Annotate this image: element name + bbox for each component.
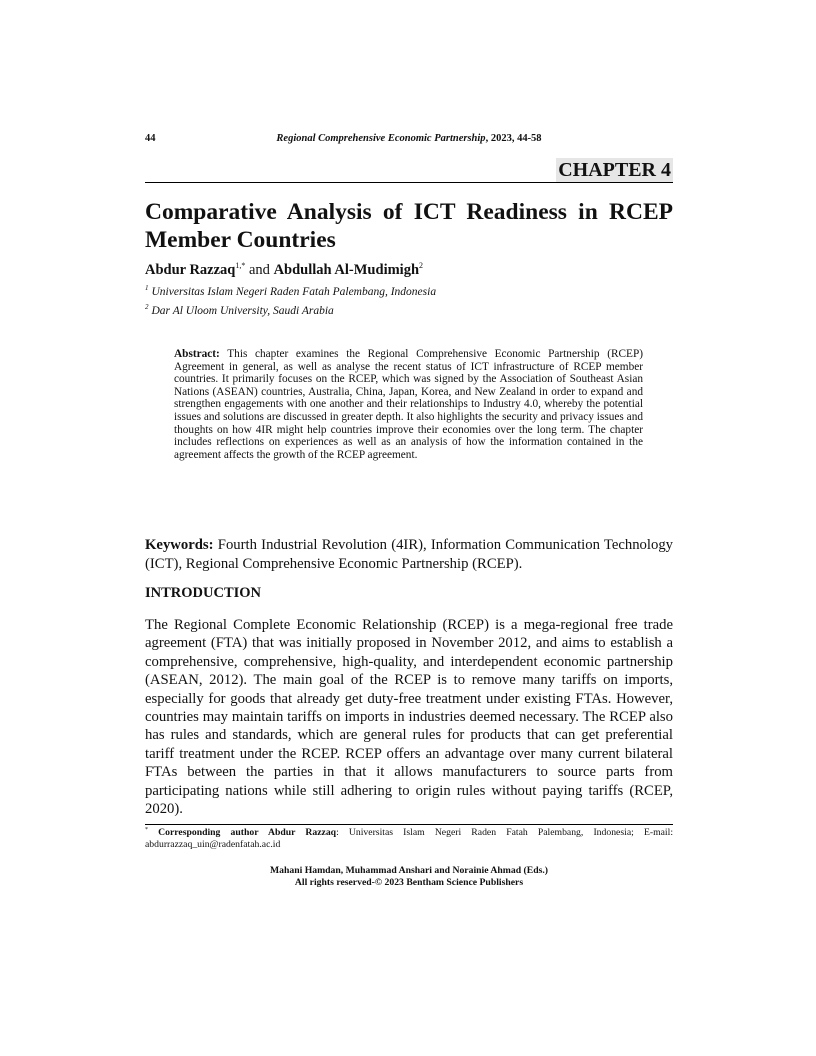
affiliation-text-1: Universitas Islam Negeri Raden Fatah Palembang, Indonesia — [151, 286, 437, 298]
abstract-label: Abstract: — [174, 348, 220, 360]
abstract — [174, 348, 643, 461]
journal-citation — [145, 133, 673, 144]
affiliation-text-2: Dar Al Uloom University, Saudi Arabia — [151, 305, 334, 317]
affiliation-2 — [145, 304, 673, 319]
footnote — [145, 827, 673, 850]
footnote-label: Corresponding author Abdur Razzaq — [158, 827, 337, 838]
footnote-divider — [145, 824, 673, 825]
chapter-title: Comparative Analysis of ICT Readiness in RCEP Member Countries — [145, 199, 673, 253]
chapter-divider — [145, 182, 673, 183]
keywords-label: Keywords: — [145, 537, 214, 553]
keywords — [145, 536, 673, 573]
introduction-paragraph: The Regional Complete Economic Relationship (RCEP) is a mega-regional free trade agreement (FTA) that was initially proposed in November 2012, and aims to establish a comprehensive, comprehensive, high-quality, and interdependent economic partnership (ASEAN, 2012). The main goal of the RCEP is to remove many tariffs on imports, especially for goods that already get duty-free treatment under existing FTAs. However, countries may maintain tariffs on imports in industries deemed necessary. The RCEP also has rules and standards, which are general rules for products that can get preferential tariff treatment under the RCEP. RCEP offers an advantage over many current bilateral FTAs between the parties in that it allows manufacturers to source parts from participating nations while still adhering to origin rules without paying tariffs (RCEP, 2020). — [145, 617, 673, 818]
chapter-label: CHAPTER 4 — [558, 159, 671, 181]
editors-line: Mahani Hamdan, Muhammad Anshari and Norainie Ahmad (Eds.) — [269, 865, 549, 876]
footnote-marker: * — [145, 826, 148, 833]
affiliation-marker-2: 2 — [145, 303, 149, 312]
keywords-text: Fourth Industrial Revolution (4IR), Information Communication Technology (ICT), Regional Comprehensive Economic Partnership (RCEP). — [145, 537, 674, 572]
author-line — [145, 261, 673, 279]
running-header — [145, 133, 673, 147]
journal-citation-suffix: , 2023, 44-58 — [485, 133, 542, 144]
abstract-text: This chapter examines the Regional Comprehensive Economic Partnership (RCEP) Agreement in general, as well as analyse the recent status of ICT infrastructure of RCEP member countries. It primarily focuses on the RCEP, which was signed by the Association of Southeast Asian Nations (ASEAN) countries, Australia, China, Japan, Korea, and New Zealand in order to expand and strengthen engagements with one another and their relationships to Industry 4.0, whereby the potential issues and solutions are discussed in greater depth. It also highlights the security and privacy issues and thoughts on how 4IR might help countries improve their economies over the long term. The chapter includes reflections on experiences as well as an analysis of how the information contained in the agreement affects the growth of the RCEP agreement. — [174, 348, 643, 461]
author-affil-marker-1: 1,* — [235, 261, 246, 271]
affiliation-1 — [145, 285, 673, 300]
author-affil-marker-2: 2 — [419, 261, 424, 271]
rights-line: All rights reserved-© 2023 Bentham Science Publishers — [294, 877, 524, 888]
journal-title: Regional Comprehensive Economic Partnership — [276, 133, 486, 144]
footnote-text: : Universitas Islam Negeri Raden Fatah Palembang, Indonesia; E-mail: abdurrazzaq_uin@radenfatah.ac.id — [145, 827, 674, 850]
publisher-footer — [145, 865, 673, 889]
author-name-2: Abdullah Al-Mudimigh — [273, 262, 420, 278]
page-number: 44 — [145, 133, 156, 144]
author-joiner: and — [245, 262, 274, 278]
author-name-1: Abdur Razzaq — [145, 262, 236, 278]
affiliation-marker-1: 1 — [145, 284, 149, 293]
section-heading-introduction: INTRODUCTION — [145, 585, 262, 601]
